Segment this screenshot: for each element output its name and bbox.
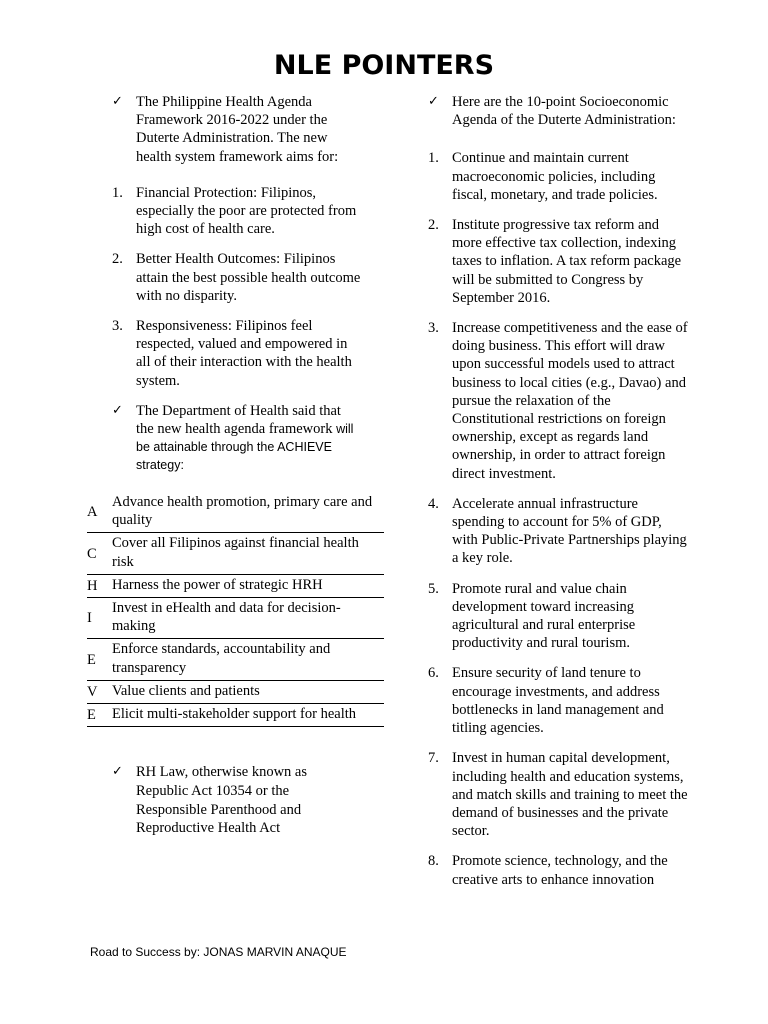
table-row [87, 704, 384, 727]
achieve-text: Harness the power of strategic HRH [112, 576, 323, 593]
right-column [428, 93, 690, 889]
achieve-letter: H [87, 577, 98, 594]
table-row [87, 598, 384, 639]
rh-law-item [112, 763, 362, 838]
rh-law-text: RH Law, otherwise known as Republic Act 10354 or the Responsible Parenthood and Reproductive Health Act [136, 764, 308, 837]
checkmark-icon: ✓ [112, 764, 123, 779]
aim-item [112, 250, 362, 305]
achieve-letter: V [87, 683, 98, 700]
agenda-point [428, 319, 690, 483]
table-row [87, 533, 384, 574]
doh-note [112, 402, 362, 475]
agenda-text: Promote rural and value chain development toward increasing agricultural and rural enterprise productivity and rural tourism. [452, 580, 636, 652]
achieve-letter: C [87, 545, 97, 562]
rh-law-note [112, 763, 362, 838]
achieve-letter: E [87, 651, 96, 668]
agenda-text: Continue and maintain current macroeconomic policies, including fiscal, monetary, and trade policies. [452, 150, 658, 203]
agenda-number: 6. [428, 665, 439, 682]
achieve-letter: E [87, 707, 96, 724]
agenda-text: Accelerate annual infrastructure spending to account for 5% of GDP, with Public-Private Partnerships playing a key role. [452, 495, 687, 567]
checkmark-icon: ✓ [112, 94, 123, 109]
achieve-text: Elicit multi-stakeholder support for health [112, 706, 357, 723]
achieve-text: Invest in eHealth and data for decision-making [112, 600, 341, 635]
aim-number: 1. [112, 184, 123, 201]
agenda-point [428, 580, 690, 653]
achieve-letter: I [87, 610, 92, 627]
agenda-text: Increase competitiveness and the ease of doing business. This effort will draw upon successful models used to attract business to local cities (e.g., Davao) and pursue the relaxation of the Constitutional restrictions on foreign ownership, except as regards land ownership, in order to attract foreign direct investment. [452, 320, 688, 482]
achieve-text: Advance health promotion, primary care and quality [112, 494, 373, 529]
agenda-text: Promote science, technology, and the creative arts to enhance innovation [452, 853, 668, 888]
aim-text: Financial Protection: Filipinos, especially the poor are protected from high cost of health care. [136, 184, 357, 238]
achieve-letter: A [87, 504, 98, 521]
agenda-number: 1. [428, 150, 439, 167]
agenda-number: 2. [428, 217, 439, 234]
achieve-text: Enforce standards, accountability and transparency [112, 641, 331, 676]
aim-number: 3. [112, 318, 123, 335]
doh-note-text: The Department of Health said that the new health agenda framework [136, 402, 341, 438]
checkmark-icon: ✓ [112, 402, 123, 418]
aim-number: 2. [112, 251, 123, 268]
agenda-number: 8. [428, 853, 439, 870]
agenda-text: Institute progressive tax reform and more effective tax collection, indexing taxes to inflation. A tax reform package will be submitted to Congress by September 2016. [452, 217, 682, 306]
socioeconomic-intro-text: Here are the 10-point Socioeconomic Agenda of the Duterte Administration: [452, 94, 676, 129]
table-row [87, 639, 384, 680]
agenda-point [428, 749, 690, 840]
doh-note-strategy: will be attainable through the ACHIEVE strategy: [136, 422, 354, 473]
agenda-number: 7. [428, 750, 439, 767]
agenda-point [428, 852, 690, 888]
aim-item [112, 317, 362, 390]
left-column [112, 93, 362, 475]
achieve-text: Value clients and patients [112, 682, 260, 699]
checkmark-icon: ✓ [428, 94, 439, 109]
aim-item [112, 184, 362, 239]
page-title: NLE POINTERS [273, 50, 495, 81]
aim-text: Better Health Outcomes: Filipinos attain the best possible health outcome with no disparity. [136, 251, 361, 304]
agenda-text: Ensure security of land tenure to encourage investments, and address bottlenecks in land management and titling agencies. [452, 665, 664, 737]
agenda-number: 5. [428, 580, 439, 597]
agenda-text: Invest in human capital development, including health and education systems, and match skills and training to meet the demand of businesses and the private sector. [452, 750, 688, 840]
agenda-point [428, 495, 690, 568]
socioeconomic-intro [428, 93, 690, 129]
health-agenda-intro [112, 93, 362, 166]
health-agenda-intro-text: The Philippine Health Agenda Framework 2016-2022 under the Duterte Administration. The new health system framework aims for: [136, 94, 339, 165]
achieve-text: Cover all Filipinos against financial health risk [112, 535, 359, 570]
achieve-table [87, 492, 384, 727]
agenda-point [428, 149, 690, 204]
agenda-point [428, 216, 690, 307]
agenda-point [428, 664, 690, 737]
page-footer: Road to Success by: JONAS MARVIN ANAQUE [90, 945, 347, 959]
aim-text: Responsiveness: Filipinos feel respected, valued and empowered in all of their interaction with the health system. [136, 318, 352, 389]
table-row [87, 575, 384, 598]
table-row [87, 492, 384, 533]
agenda-number: 4. [428, 495, 439, 512]
agenda-number: 3. [428, 320, 439, 337]
table-row [87, 681, 384, 704]
